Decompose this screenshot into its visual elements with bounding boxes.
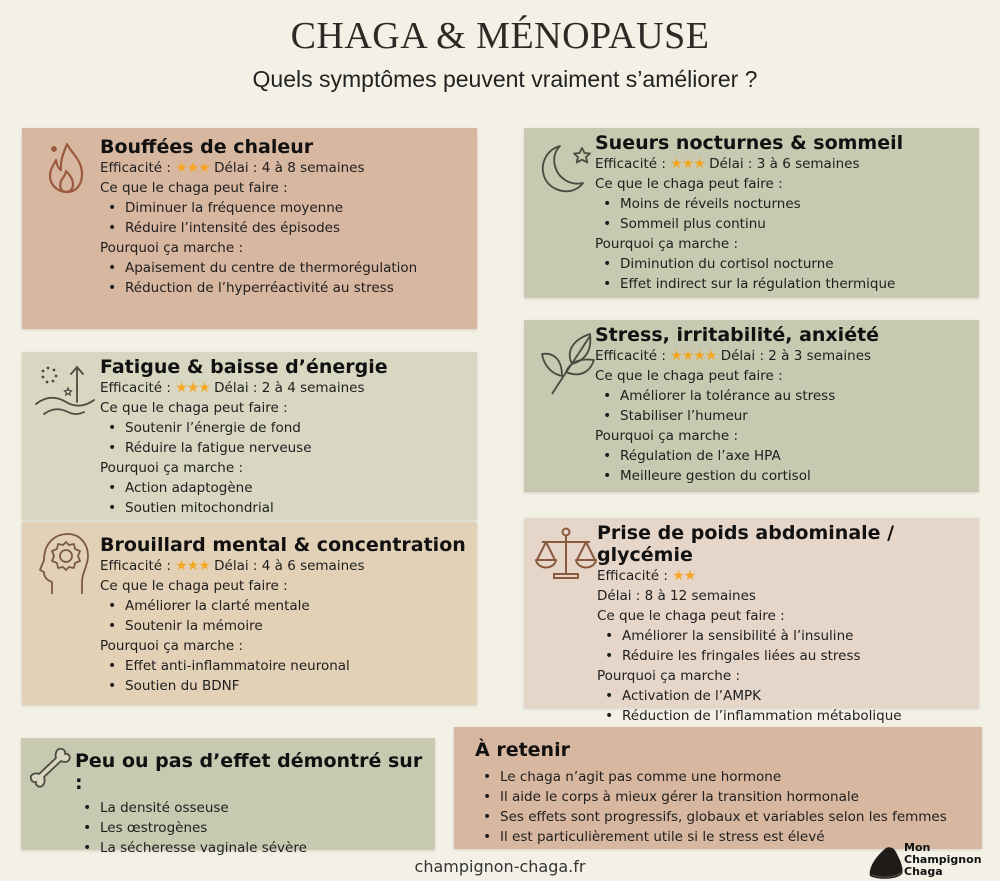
delai-text: Délai : 2 à 4 semaines <box>214 380 365 396</box>
list-item: • Améliorer la tolérance au stress <box>595 386 879 406</box>
can-do-label: Ce que le chaga peut faire : <box>100 400 288 416</box>
efficacite-label: Efficacité : <box>100 380 171 396</box>
list-item: • Réduction de l’hyperréactivité au stress <box>100 278 417 298</box>
retenir-list <box>475 767 947 847</box>
list-item: • La densité osseuse <box>75 798 435 818</box>
list-item: • Améliorer la clarté mentale <box>100 596 466 616</box>
list-item: • Régulation de l’axe HPA <box>595 446 879 466</box>
card-brouillard <box>22 522 477 705</box>
star-rating: ★★ <box>672 568 696 584</box>
star-rating: ★★★ <box>175 380 210 396</box>
list-item: • Activation de l’AMPK <box>597 686 979 706</box>
efficacite-label: Efficacité : <box>595 348 666 364</box>
why-label: Pourquoi ça marche : <box>597 668 741 684</box>
flame-icon <box>42 138 92 202</box>
list-item: • Stabiliser l’humeur <box>595 406 879 426</box>
list-item: • Soutenir la mémoire <box>100 616 466 636</box>
list-item: • La sécheresse vaginale sévère <box>75 838 435 858</box>
list-item: • Les œstrogènes <box>75 818 435 838</box>
website-url: champignon-chaga.fr <box>414 857 586 876</box>
star-rating: ★★★ <box>175 160 210 176</box>
why-list <box>595 446 879 486</box>
no-effect-list <box>75 798 435 858</box>
why-label: Pourquoi ça marche : <box>595 428 739 444</box>
why-label: Pourquoi ça marche : <box>100 638 244 654</box>
why-list <box>100 478 388 518</box>
list-item: • Diminuer la fréquence moyenne <box>100 198 417 218</box>
why-label: Pourquoi ça marche : <box>595 236 739 252</box>
card-title: Fatigue & baisse d’énergie <box>100 356 388 378</box>
card-fatigue <box>22 352 477 520</box>
list-item: • Apaisement du centre de thermorégulation <box>100 258 417 278</box>
list-item: • Diminution du cortisol nocturne <box>595 254 903 274</box>
card-title: Sueurs nocturnes & sommeil <box>595 132 904 154</box>
delai-text: Délai : 2 à 3 semaines <box>720 348 872 364</box>
star-rating: ★★★★ <box>670 348 717 364</box>
scale-icon <box>534 526 598 586</box>
card-no-effect <box>21 738 435 856</box>
why-list <box>100 258 417 298</box>
chaga-mushroom-icon <box>866 842 906 880</box>
list-item: • Améliorer la sensibilité à l’insuline <box>597 626 979 646</box>
card-title: Peu ou pas d’effet démontré sur : <box>75 750 423 794</box>
list-item: • Réduire la fatigue nerveuse <box>100 438 388 458</box>
can-do-label: Ce que le chaga peut faire : <box>100 180 288 196</box>
card-poids <box>524 518 979 724</box>
energy-wave-icon <box>34 362 96 422</box>
logo-line-3: Chaga <box>904 865 943 878</box>
can-do-list <box>100 198 417 238</box>
why-list <box>595 254 903 294</box>
card-title: Prise de poids abdominale / glycémie <box>597 522 895 566</box>
list-item: • Sommeil plus continu <box>595 214 903 234</box>
efficacite-label: Efficacité : <box>595 156 666 172</box>
moon-star-icon <box>534 142 594 202</box>
page-subtitle: Quels symptômes peuvent vraiment s’améliorer ? <box>252 66 758 92</box>
why-list <box>597 686 979 726</box>
list-item: • Soutien du BDNF <box>100 676 466 696</box>
why-label: Pourquoi ça marche : <box>100 460 244 476</box>
leaves-icon <box>538 330 598 400</box>
list-item: • Il aide le corps à mieux gérer la transition hormonale <box>475 787 947 807</box>
card-stress <box>524 320 979 492</box>
can-do-list <box>595 386 879 426</box>
brand-logo <box>866 842 996 878</box>
card-sueurs <box>524 128 979 298</box>
star-rating: ★★★ <box>670 156 705 172</box>
efficacite-label: Efficacité : <box>597 568 668 584</box>
delai-text: Délai : 8 à 12 semaines <box>597 588 756 604</box>
efficacite-label: Efficacité : <box>100 558 171 574</box>
list-item: • Effet indirect sur la régulation thermique <box>595 274 903 294</box>
can-do-list <box>595 194 903 234</box>
can-do-label: Ce que le chaga peut faire : <box>595 368 783 384</box>
delai-text: Délai : 4 à 8 semaines <box>214 160 365 176</box>
can-do-label: Ce que le chaga peut faire : <box>100 578 288 594</box>
list-item: • Soutien mitochondrial <box>100 498 388 518</box>
why-list <box>100 656 466 696</box>
card-retenir <box>454 727 982 849</box>
can-do-list <box>597 626 979 666</box>
card-title: Bouffées de chaleur <box>100 136 314 158</box>
list-item: • Ses effets sont progressifs, globaux et variables selon les femmes <box>475 807 947 827</box>
can-do-list <box>100 596 466 636</box>
logo-line-2: Champignon <box>904 853 982 866</box>
can-do-label: Ce que le chaga peut faire : <box>597 608 785 624</box>
list-item: • Meilleure gestion du cortisol <box>595 466 879 486</box>
list-item: • Réduire les fringales liées au stress <box>597 646 979 666</box>
list-item: • Le chaga n’agit pas comme une hormone <box>475 767 947 787</box>
list-item: • Effet anti-inflammatoire neuronal <box>100 656 466 676</box>
card-title: À retenir <box>475 739 570 761</box>
card-title: Stress, irritabilité, anxiété <box>595 324 880 346</box>
efficacite-label: Efficacité : <box>100 160 171 176</box>
card-bouffees <box>22 128 477 329</box>
list-item: • Moins de réveils nocturnes <box>595 194 903 214</box>
list-item: • Il est particulièrement utile si le stress est élevé <box>475 827 947 847</box>
list-item: • Soutenir l’énergie de fond <box>100 418 388 438</box>
card-title: Brouillard mental & concentration <box>100 534 466 556</box>
page-title: CHAGA & MÉNOPAUSE <box>290 15 710 57</box>
head-gear-icon <box>38 530 90 600</box>
can-do-list <box>100 418 388 458</box>
list-item: • Réduction de l’inflammation métabolique <box>597 706 979 726</box>
list-item: • Réduire l’intensité des épisodes <box>100 218 417 238</box>
can-do-label: Ce que le chaga peut faire : <box>595 176 783 192</box>
list-item: • Action adaptogène <box>100 478 388 498</box>
delai-text: Délai : 4 à 6 semaines <box>214 558 365 574</box>
delai-text: Délai : 3 à 6 semaines <box>709 156 860 172</box>
bone-icon <box>29 746 71 792</box>
logo-line-1: Mon <box>904 841 931 854</box>
star-rating: ★★★ <box>175 558 210 574</box>
why-label: Pourquoi ça marche : <box>100 240 244 256</box>
